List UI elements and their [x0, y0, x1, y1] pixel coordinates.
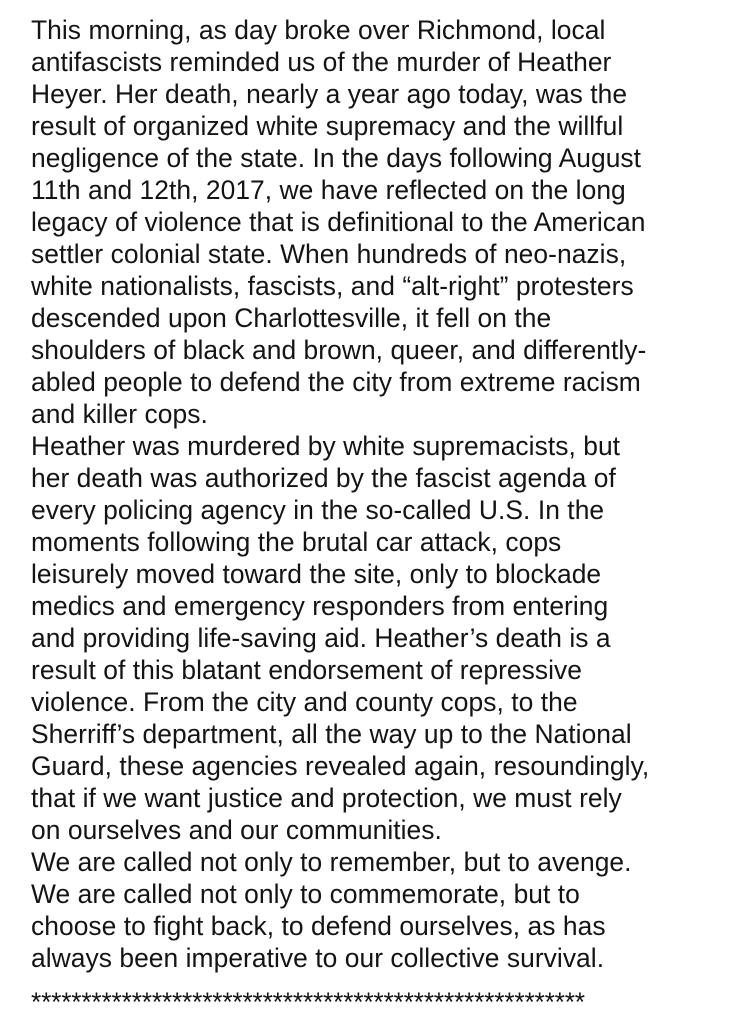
text-line: result of organized white supremacy and the willful — [31, 111, 624, 141]
text-line: medics and emergency responders from entering — [31, 591, 609, 621]
text-line: legacy of violence that is definitional to the American — [31, 207, 646, 237]
paragraph-3 — [31, 846, 731, 974]
text-line: on ourselves and our communities. — [31, 815, 442, 845]
text-line: moments following the brutal car attack, cops — [31, 527, 562, 557]
text-line: settler colonial state. When hundreds of neo-nazis, — [31, 239, 627, 269]
text-line: Heather was murdered by white supremacists, but — [31, 431, 621, 461]
text-line: antifascists reminded us of the murder of Heather — [31, 47, 612, 77]
text-line: and killer cops. — [31, 399, 208, 429]
text-line: negligence of the state. In the days following August — [31, 143, 642, 173]
text-line: every policing agency in the so-called U.S. In the — [31, 495, 605, 525]
text-line: Sherriff’s department, all the way up to the National — [31, 719, 632, 749]
text-line: Guard, these agencies revealed again, resoundingly, — [31, 751, 650, 781]
text-line: We are called not only to remember, but to avenge. — [31, 847, 632, 877]
text-line: choose to fight back, to defend ourselves, as has — [31, 911, 606, 941]
text-line: Heyer. Her death, nearly a year ago today, was the — [31, 79, 628, 109]
text-line: abled people to defend the city from extreme racism — [31, 367, 641, 397]
text-line: shoulders of black and brown, queer, and differently- — [31, 335, 647, 365]
text-line: We are called not only to commemorate, but to — [31, 879, 580, 909]
text-line: leisurely moved toward the site, only to blockade — [31, 559, 602, 589]
text-line: descended upon Charlottesville, it fell on the — [31, 303, 552, 333]
text-line: violence. From the city and county cops, to the — [31, 687, 578, 717]
paragraph-1 — [31, 14, 731, 430]
text-line: result of this blatant endorsement of repressive — [31, 655, 583, 685]
text-line: always been imperative to our collective survival. — [31, 943, 605, 973]
text-line: This morning, as day broke over Richmond, local — [31, 15, 606, 45]
text-line: white nationalists, fascists, and “alt-right” protesters — [31, 271, 634, 301]
text-line: and providing life-saving aid. Heather’s death is a — [31, 623, 611, 653]
text-line: that if we want justice and protection, we must rely — [31, 783, 622, 813]
paragraph-2 — [31, 430, 731, 846]
text-line: 11th and 12th, 2017, we have reflected on the long — [31, 175, 626, 205]
text-line: her death was authorized by the fascist agenda of — [31, 463, 616, 493]
document-body — [31, 14, 731, 974]
separator-line: ******************************************************* — [31, 987, 585, 1017]
